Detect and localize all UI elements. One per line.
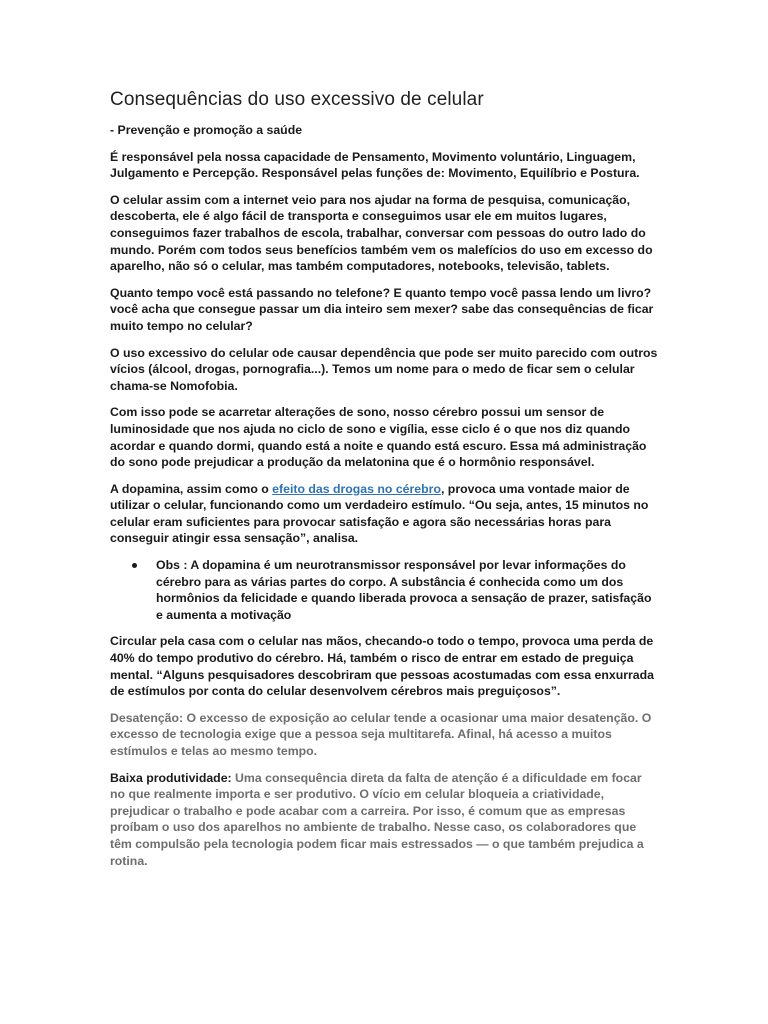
low-productivity-text: Uma consequência direta da falta de atenção é a dificuldade em focar no que realmente importa e ser produtivo. O vício em celular bloqueia a criatividade, prejudicar o trabalho e pode acabar com a carreira. Por isso, é comum que as empresas proíbam o uso dos aparelhos no ambiente de trabalho. Nesse caso, os colaboradores que têm compulsão pela tecnologia podem ficar mais estressados — o que também prejudica a rotina. bbox=[110, 770, 644, 868]
obs-list bbox=[110, 557, 658, 623]
paragraph-brain-functions: É responsável pela nossa capacidade de Pensamento, Movimento voluntário, Linguagem, Julgamento e Percepção. Responsável pelas funções de: Movimento, Equilíbrio e Postura. bbox=[110, 149, 640, 181]
document-body bbox=[110, 88, 658, 879]
paragraph-cellphone-benefits: O celular assim com a internet veio para nos ajudar na forma de pesquisa, comunicação, descoberta, ele é algo fácil de transporta e conseguimos usar ele em muitos lugares, conseguimos fazer trabalhos de escola, trabalhar, conversar com pessoas do outro lado do mundo. Porém com todos seus benefícios também vem os malefícios do uso em excesso do aparelho, não só o celular, mas também computadores, notebooks, televisão, tablets. bbox=[110, 192, 653, 274]
dopamine-text-before: A dopamina, assim como o bbox=[110, 481, 273, 496]
drug-effects-link[interactable]: efeito das drogas no cérebro bbox=[272, 481, 441, 496]
list-item bbox=[110, 557, 658, 623]
subtitle: - Prevenção e promoção a saúde bbox=[110, 123, 303, 137]
paragraph-productivity-loss: Circular pela casa com o celular nas mãos, checando-o todo o tempo, provoca uma perda de 40% do tempo produtivo do cérebro. Há, também o risco de entrar em estado de preguiça mental. “Alguns pesquisadores descobriram que pessoas acostumadas com essa enxurrada de estímulos por conta do celular desenvolvem cérebros mais preguiçosos”. bbox=[110, 634, 654, 699]
obs-label: Obs : bbox=[156, 558, 188, 573]
page-title: Consequências do uso excessivo de celular bbox=[110, 89, 484, 110]
paragraph-dependency: O uso excessivo do celular ode causar dependência que pode ser muito parecido com outros vícios (álcool, drogas, pornografia...). Temos um nome para o medo de ficar sem o celular chama-se Nomofobia. bbox=[110, 345, 658, 393]
paragraph-inattention: Desatenção: O excesso de exposição ao celular tende a ocasionar uma maior desatenção. O excesso de tecnologia exige que a pessoa seja multitarefa. Afinal, há acesso a muitos estímulos e telas ao mesmo tempo. bbox=[110, 710, 652, 758]
low-productivity-label: Baixa produtividade: bbox=[110, 770, 232, 785]
paragraph-dopamine bbox=[110, 481, 658, 547]
dopamine-text-after: , provoca uma vontade maior de utilizar o celular, funcionando como um verdadeiro estímulo. “Ou seja, antes, 15 minutos no celular eram suficientes para provocar satisfação e agora são necessárias horas para conseguir atingir essa sensação”, analisa. bbox=[110, 481, 649, 546]
paragraph-low-productivity bbox=[110, 770, 658, 870]
obs-text: A dopamina é um neurotransmissor responsável por levar informações do cérebro para as várias partes do corpo. A substância é conhecida como um dos hormônios da felicidade e quando liberada provoca a sensação de prazer, satisfação e aumenta a motivação bbox=[156, 558, 652, 622]
bullet-icon bbox=[132, 563, 137, 568]
paragraph-questions: Quanto tempo você está passando no telefone? E quanto tempo você passa lendo um livro? você acha que consegue passar um dia inteiro sem mexer? sabe das consequências de ficar muito tempo no celular? bbox=[110, 285, 654, 333]
paragraph-sleep: Com isso pode se acarretar alterações de sono, nosso cérebro possui um sensor de luminosidade que nos ajuda no ciclo de sono e vigília, esse ciclo é o que nos diz quando acordar e quando dormi, quando está a noite e quando está escuro. Essa má administração do sono pode prejudicar a produção da melatonina que é o hormônio responsável. bbox=[110, 405, 647, 470]
